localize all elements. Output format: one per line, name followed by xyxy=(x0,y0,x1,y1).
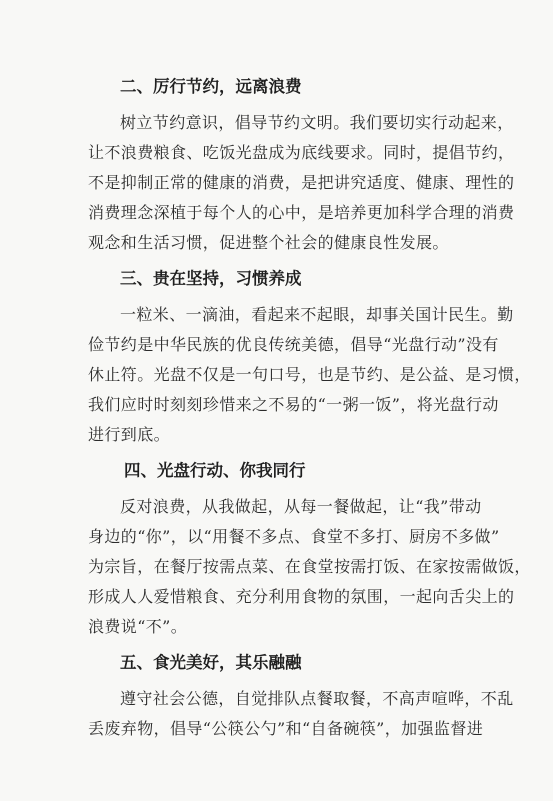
section-2 xyxy=(88,76,515,258)
section-paragraph xyxy=(88,684,514,744)
paragraph-line: 丢废弃物，倡导“公筷公勺”和“自备碗筷”，加强监督进 xyxy=(88,719,484,738)
paragraph-line: 树立节约意识，倡导节约文明。我们要切实行动起来， xyxy=(120,113,514,132)
section-4 xyxy=(88,460,531,642)
paragraph-line: 消费理念深植于每个人的心中，是培养更加科学合理的消费 xyxy=(88,203,515,222)
section-heading: 五、食光美好，其乐融融 xyxy=(120,653,302,672)
section-heading: 四、光盘行动、你我同行 xyxy=(124,461,306,480)
section-paragraph xyxy=(88,108,515,258)
paragraph-line: 进行到底。 xyxy=(88,425,171,444)
paragraph-line: 休止符。光盘不仅是一句口号，也是节约、是公益、是习惯， xyxy=(88,365,531,384)
section-5 xyxy=(88,652,514,744)
paragraph-line: 不是抑制正常的健康的消费，是把讲究适度、健康、理性的 xyxy=(88,173,515,192)
section-paragraph xyxy=(88,300,531,450)
paragraph-line: 遵守社会公德，自觉排队点餐取餐，不高声喧哗，不乱 xyxy=(120,689,514,708)
section-paragraph xyxy=(88,492,531,642)
paragraph-line: 浪费说“不”。 xyxy=(88,617,188,636)
paragraph-line: 我们应时时刻刻珍惜来之不易的“一粥一饭”，将光盘行动 xyxy=(88,395,499,414)
paragraph-line: 俭节约是中华民族的优良传统美德，倡导“光盘行动”没有 xyxy=(88,335,499,354)
section-3 xyxy=(88,268,531,450)
paragraph-line: 让不浪费粮食、吃饭光盘成为底线要求。同时，提倡节约， xyxy=(88,143,515,162)
paragraph-line: 为宗旨，在餐厅按需点菜、在食堂按需打饭、在家按需做饭， xyxy=(88,557,531,576)
paragraph-line: 形成人人爱惜粮食、充分利用食物的氛围，一起向舌尖上的 xyxy=(88,587,515,606)
paragraph-line: 反对浪费，从我做起，从每一餐做起，让“我”带动 xyxy=(120,497,482,516)
paragraph-line: 一粒米、一滴油，看起来不起眼，却事关国计民生。勤 xyxy=(120,305,514,324)
paragraph-line: 身边的“你”，以“用餐不多点、食堂不多打、厨房不多做” xyxy=(88,527,500,546)
paragraph-line: 观念和生活习惯，促进整个社会的健康良性发展。 xyxy=(88,233,449,252)
section-heading: 二、厉行节约，远离浪费 xyxy=(120,77,302,96)
section-heading: 三、贵在坚持，习惯养成 xyxy=(120,269,302,288)
